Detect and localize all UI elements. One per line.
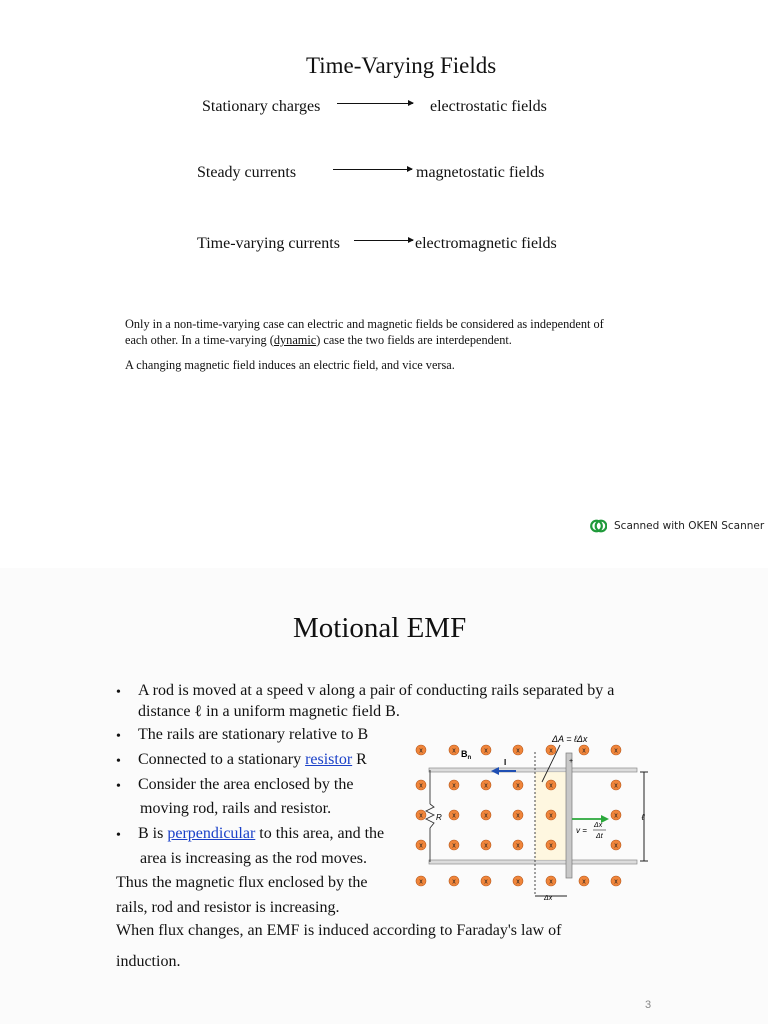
bullet-1-line-2: distance ℓ in a uniform magnetic field B. <box>138 703 400 720</box>
row-1-right: electrostatic fields <box>430 98 547 115</box>
bullet-5-dot: • <box>116 828 121 843</box>
resistor-link[interactable]: resistor <box>305 751 353 768</box>
field-circles <box>416 745 621 886</box>
row-1-left: Stationary charges <box>202 98 321 115</box>
page-number: 3 <box>645 999 652 1011</box>
field-into-page-mark: x <box>549 747 553 755</box>
v-denominator: Δt <box>596 833 603 840</box>
field-into-page-mark: x <box>549 782 553 790</box>
row-2-right: magnetostatic fields <box>416 164 545 181</box>
scanner-watermark <box>590 518 764 534</box>
bullet-2-dot: • <box>116 729 121 744</box>
bullet-5-line-2: area is increasing as the rod moves. <box>140 850 368 867</box>
bullet-4-line-2: moving rod, rails and resistor. <box>140 800 332 817</box>
field-into-page-mark: x <box>614 782 618 790</box>
page-title: Motional EMF <box>293 612 467 644</box>
field-into-page-mark: x <box>614 842 618 850</box>
field-into-page-mark: x <box>452 878 456 886</box>
field-into-page-mark: x <box>549 842 553 850</box>
field-into-page-mark: x <box>614 747 618 755</box>
field-into-page-mark: x <box>419 812 423 820</box>
thus-line-1: Thus the magnetic flux enclosed by the <box>116 874 368 891</box>
bullet-1-line-1: A rod is moved at a speed v along a pair of conducting rails separated by a <box>138 682 615 699</box>
field-into-page-mark: x <box>614 812 618 820</box>
bn-label: $B_n$ <box>461 749 472 761</box>
field-into-page-mark: x <box>452 747 456 755</box>
field-into-page-mark: x <box>549 812 553 820</box>
field-into-page-mark: x <box>516 747 520 755</box>
row-2-arrow <box>333 169 412 170</box>
resistor-zigzag <box>426 804 434 828</box>
bullet-4-line-1: Consider the area enclosed by the <box>138 776 354 793</box>
bullet-3: Connected to a stationary resistor R <box>138 751 367 768</box>
field-into-page-mark: x <box>484 747 488 755</box>
field-into-page-mark: x <box>516 782 520 790</box>
row-3-arrow <box>354 240 413 241</box>
field-into-page-mark: x <box>419 878 423 886</box>
dynamic-term: dynamic <box>273 333 317 347</box>
oken-scanner-logo-icon <box>590 519 607 533</box>
field-into-page-mark: x <box>419 842 423 850</box>
top-rail <box>429 768 637 772</box>
field-into-page-mark: x <box>582 747 586 755</box>
paragraph-2: A changing magnetic field induces an electric field, and vice versa. <box>125 358 455 372</box>
row-3-left: Time-varying currents <box>197 235 340 252</box>
when-line-2: induction. <box>116 953 181 970</box>
bottom-rail <box>429 860 637 864</box>
perpendicular-link[interactable]: perpendicular <box>167 825 256 842</box>
dx-label: Δx <box>544 895 553 902</box>
row-2-left: Steady currents <box>197 164 297 181</box>
bullet-2: The rails are stationary relative to B <box>138 726 369 743</box>
when-line-1: When flux changes, an EMF is induced according to Faraday's law of <box>116 922 562 939</box>
page-motional-emf <box>0 568 768 1024</box>
field-into-page-mark: x <box>582 878 586 886</box>
scanner-text: Scanned with OKEN Scanner <box>614 520 765 532</box>
row-1-arrow <box>337 103 413 104</box>
field-into-page-mark: x <box>452 782 456 790</box>
motional-emf-diagram <box>405 718 667 908</box>
field-into-page-mark: x <box>419 782 423 790</box>
delta-a-label: ΔA = ℓΔx <box>552 734 588 744</box>
plus-label: + <box>569 758 574 765</box>
bullet-5-line-1: B is perpendicular to this area, and the <box>138 825 385 842</box>
v-numerator: Δx <box>594 822 603 829</box>
bullet-3-dot: • <box>116 754 121 769</box>
current-label: I <box>504 758 507 767</box>
bullet-4-dot: • <box>116 779 121 794</box>
field-into-page-mark: x <box>452 842 456 850</box>
field-into-page-mark: x <box>484 842 488 850</box>
field-into-page-mark: x <box>549 878 553 886</box>
field-into-page-mark: x <box>516 842 520 850</box>
v-label: v = <box>576 826 587 835</box>
row-3-right: electromagnetic fields <box>415 235 557 252</box>
field-into-page-mark: x <box>516 812 520 820</box>
thus-line-2: rails, rod and resistor is increasing. <box>116 899 340 916</box>
field-into-page-mark: x <box>614 878 618 886</box>
ell-label: ℓ <box>641 812 645 822</box>
field-into-page-mark: x <box>452 812 456 820</box>
bullet-1-dot: • <box>116 685 121 700</box>
r-label: R <box>436 813 442 822</box>
field-into-page-mark: x <box>419 747 423 755</box>
page-title: Time-Varying Fields <box>306 53 497 78</box>
moving-rod <box>566 753 572 878</box>
field-into-page-mark: x <box>484 782 488 790</box>
field-into-page-mark: x <box>484 812 488 820</box>
paragraph-1-line-1: Only in a non-time-varying case can electric and magnetic fields be considered as independent of <box>125 317 604 331</box>
paragraph-1-line-2: each other. In a time-varying (dynamic) case the two fields are interdependent. <box>125 333 512 347</box>
field-into-page-mark: x <box>516 878 520 886</box>
field-into-page-mark: x <box>484 878 488 886</box>
